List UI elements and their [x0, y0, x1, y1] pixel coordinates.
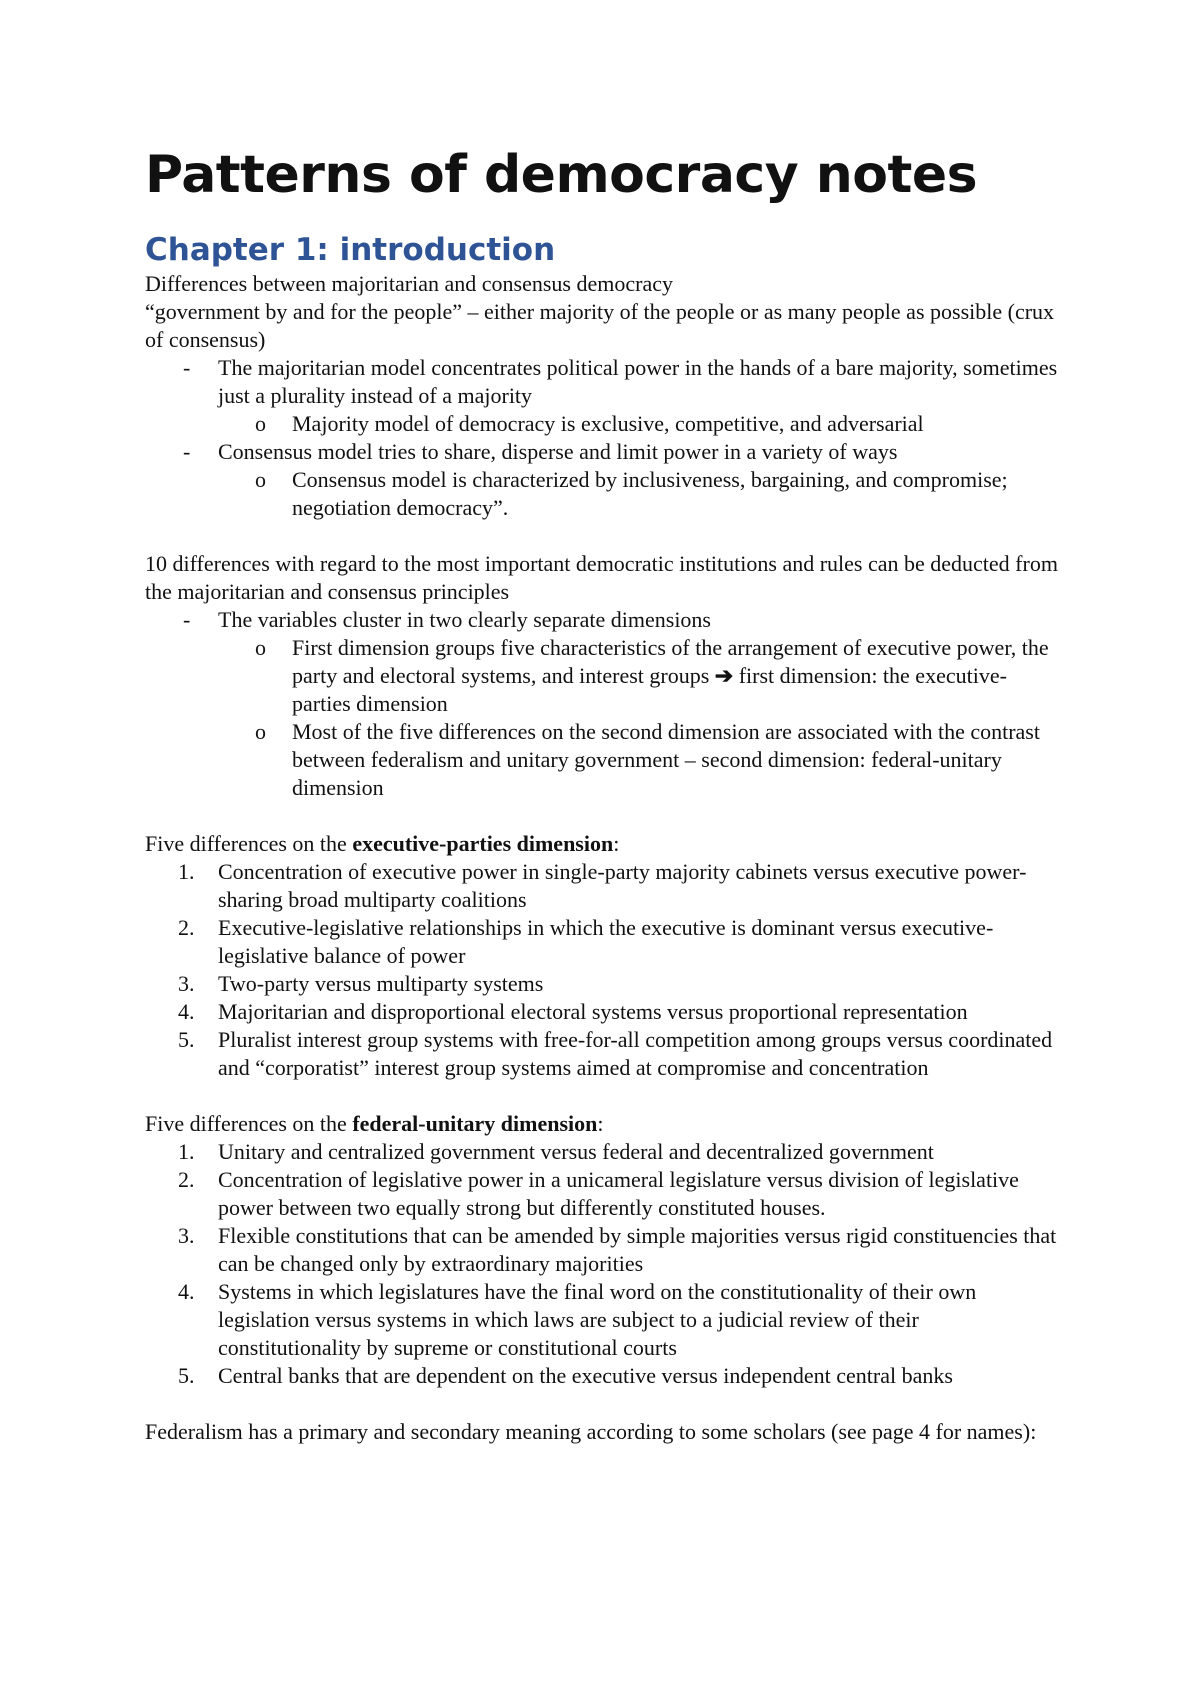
numbered-item-text: Unitary and centralized government versus federal and decentralized government	[218, 1139, 934, 1164]
numbered-item-text: Pluralist interest group systems with free-for-all competition among groups versus coordinated and “corporatist” interest group systems aimed at compromise and concentration	[218, 1027, 1053, 1080]
numbered-item	[145, 858, 1065, 914]
list-item-text: The majoritarian model concentrates political power in the hands of a bare majority, sometimes just a plurality instead of a majority	[218, 355, 1058, 408]
numbered-item-text: Concentration of executive power in single-party majority cabinets versus executive power-sharing broad multiparty coalitions	[218, 859, 1027, 912]
dash-bullet: -	[183, 355, 191, 380]
list-item	[145, 354, 1065, 410]
item-number: 5.	[178, 1027, 195, 1052]
intro-quote: “government by and for the people” – either majority of the people or as many people as possible (crux of consensus)	[145, 299, 1055, 352]
executive-parties-heading	[145, 830, 1065, 858]
list-item-text: Consensus model tries to share, disperse and limit power in a variety of ways	[218, 439, 898, 464]
numbered-item	[145, 1278, 1065, 1362]
intro-line: Differences between majoritarian and consensus democracy	[145, 271, 673, 296]
item-number: 1.	[178, 1139, 195, 1164]
heading-prefix: Five differences on the	[145, 831, 353, 856]
sub-list-item-text: Majority model of democracy is exclusive, competitive, and adversarial	[292, 411, 924, 436]
sub-list-item-text: First dimension groups five characteristics of the arrangement of executive power, the party and electoral systems, and interest groups	[292, 635, 1049, 688]
paragraph-spacer	[145, 1082, 1065, 1110]
dash-bullet: -	[183, 439, 191, 464]
item-number: 2.	[178, 915, 195, 940]
closing-paragraph: Federalism has a primary and secondary meaning according to some scholars (see page 4 for names):	[145, 1419, 1037, 1444]
numbered-item	[145, 998, 1065, 1026]
numbered-item	[145, 1166, 1065, 1222]
sub-list-item	[145, 466, 1065, 522]
item-number: 4.	[178, 1279, 195, 1304]
sub-list-item-text: Most of the five differences on the second dimension are associated with the contrast between federalism and unitary government – second dimension: federal-unitary dimension	[292, 719, 1040, 800]
sub-list-item	[145, 718, 1065, 802]
dash-bullet: -	[183, 607, 191, 632]
list-item-text: The variables cluster in two clearly separate dimensions	[218, 607, 711, 632]
sub-list-item	[145, 634, 1065, 718]
paragraph-spacer	[145, 1390, 1065, 1418]
circle-bullet: o	[255, 411, 266, 436]
item-number: 5.	[178, 1363, 195, 1388]
arrow-icon: ➔	[714, 663, 734, 688]
numbered-item	[145, 914, 1065, 970]
circle-bullet: o	[255, 467, 266, 492]
heading-bold: federal-unitary dimension	[352, 1111, 598, 1136]
item-number: 2.	[178, 1167, 195, 1192]
item-number: 4.	[178, 999, 195, 1024]
heading-bold: executive-parties dimension	[352, 831, 614, 856]
paragraph-spacer	[145, 522, 1065, 550]
list-item	[145, 438, 1065, 466]
numbered-item-text: Two-party versus multiparty systems	[218, 971, 544, 996]
federal-unitary-heading	[145, 1110, 1065, 1138]
numbered-item-text: Executive-legislative relationships in which the executive is dominant versus executive-legislative balance of power	[218, 915, 994, 968]
numbered-item	[145, 1222, 1065, 1278]
sub-list-item-text: first dimension: the executive-parties dimension	[292, 663, 1007, 716]
paragraph-spacer	[145, 802, 1065, 830]
document-title: Patterns of democracy notes	[145, 145, 978, 205]
numbered-item-text: Majoritarian and disproportional electoral systems versus proportional representation	[218, 999, 968, 1024]
sub-list-item	[145, 410, 1065, 438]
item-number: 1.	[178, 859, 195, 884]
numbered-item	[145, 1362, 1065, 1390]
numbered-item-text: Systems in which legislatures have the final word on the constitutionality of their own legislation versus systems in which laws are subject to a judicial review of their constitutionality by supreme or constitutional courts	[218, 1279, 977, 1360]
sub-list-item-text: Consensus model is characterized by inclusiveness, bargaining, and compromise; negotiation democracy”.	[292, 467, 1008, 520]
numbered-item-text: Central banks that are dependent on the executive versus independent central banks	[218, 1363, 953, 1388]
list-item	[145, 606, 1065, 634]
numbered-item-text: Concentration of legislative power in a unicameral legislature versus division of legislative power between two equally strong but differently constituted houses.	[218, 1167, 1019, 1220]
document-content	[145, 140, 1065, 1446]
numbered-item	[145, 1026, 1065, 1082]
numbered-item	[145, 970, 1065, 998]
circle-bullet: o	[255, 635, 266, 660]
document-body	[145, 270, 1065, 1446]
numbered-item-text: Flexible constitutions that can be amended by simple majorities versus rigid constituencies that can be changed only by extraordinary majorities	[218, 1223, 1057, 1276]
circle-bullet: o	[255, 719, 266, 744]
heading-prefix: Five differences on the	[145, 1111, 353, 1136]
heading-suffix: :	[613, 831, 620, 856]
ten-differences-paragraph: 10 differences with regard to the most important democratic institutions and rules can be deducted from the majoritarian and consensus principles	[145, 551, 1058, 604]
heading-suffix: :	[597, 1111, 604, 1136]
item-number: 3.	[178, 1223, 195, 1248]
numbered-item	[145, 1138, 1065, 1166]
chapter-heading: Chapter 1: introduction	[145, 232, 556, 268]
item-number: 3.	[178, 971, 195, 996]
